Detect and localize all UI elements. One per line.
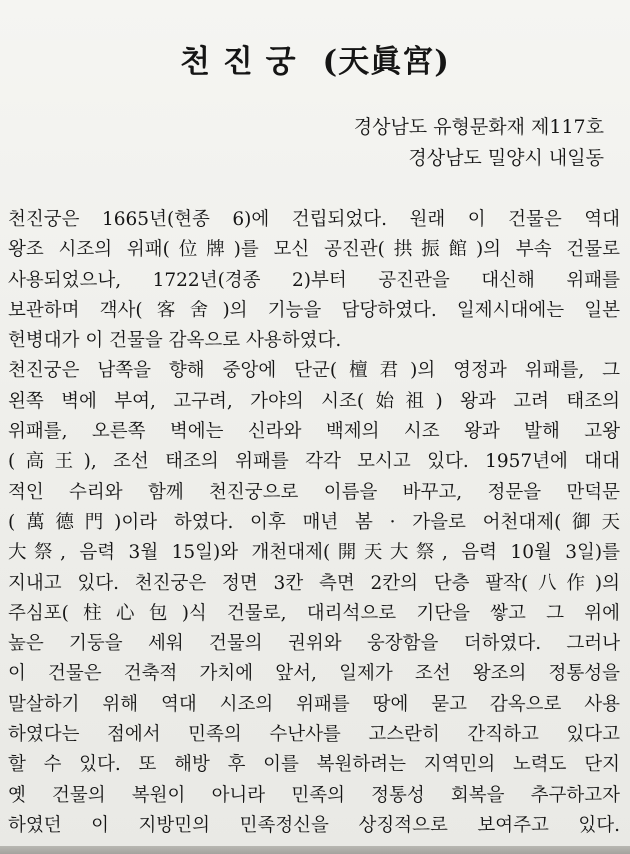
- text-line: 이 건물은 건축적 가치에 앞서, 일제가 조선 왕조의 정통성을: [8, 663, 620, 685]
- text-line: 보관하며 객사(客舍)의 기능을 담당하였다. 일제시대에는 일본: [8, 299, 620, 321]
- text-line: (萬德門)이라 하였다. 이후 매년 봄 · 가을로 어천대제(御天: [8, 511, 620, 533]
- text-line: 할 수 있다. 또 해방 후 이를 복원하려는 지역민의 노력도 단지: [8, 754, 620, 776]
- text-line: 적인 수리와 함께 천진궁으로 이름을 바꾸고, 정문을 만덕문: [8, 481, 620, 503]
- text-line: 천진궁은 남쪽을 향해 중앙에 단군(檀君)의 영정과 위패를, 그: [8, 360, 620, 382]
- title-hanja: (天眞宮): [322, 44, 450, 80]
- text-line: 말살하기 위해 역대 시조의 위패를 땅에 묻고 감옥으로 사용: [8, 693, 620, 715]
- heritage-designation: 경상남도 유형문화재 제117호: [353, 116, 604, 138]
- text-line: 하였다는 점에서 민족의 수난사를 고스란히 간직하고 있다고: [8, 724, 620, 746]
- text-line: 왕조 시조의 위패(位牌)를 모신 공진관(拱振館)의 부속 건물로: [8, 239, 620, 261]
- sign-title: [0, 36, 630, 81]
- text-line: 옛 건물의 복원이 아니라 민족의 정통성 회복을 추구하고자: [8, 784, 620, 806]
- text-line: 사용되었으나, 1722년(경종 2)부터 공진관을 대신해 위패를: [8, 269, 620, 291]
- text-line: 위패를, 오른쪽 벽에는 신라와 백제의 시조 왕과 발해 고왕: [8, 421, 620, 443]
- text-line: 헌병대가 이 건물을 감옥으로 사용하였다.: [8, 330, 342, 352]
- heritage-location: 경상남도 밀양시 내일동: [408, 147, 604, 169]
- text-line: 지내고 있다. 천진궁은 정면 3칸 측면 2칸의 단층 팔작(八作)의: [8, 572, 620, 594]
- paragraph-history: [8, 205, 620, 356]
- text-line: 大祭, 음력 3월 15일)와 개천대제(開天大祭, 음력 10월 3일)를: [8, 542, 620, 564]
- text-line: 높은 기둥을 세워 건물의 권위와 웅장함을 더하였다. 그러나: [8, 633, 620, 655]
- heritage-info: [354, 112, 604, 174]
- text-line: 주심포(柱心包)식 건물로, 대리석으로 기단을 쌓고 그 위에: [8, 602, 620, 624]
- description-text: [8, 205, 620, 841]
- text-line: 왼쪽 벽에 부여, 고구려, 가야의 시조(始祖) 왕과 고려 태조의: [8, 390, 620, 412]
- title-korean: 천 진 궁: [180, 44, 297, 80]
- text-line: 하였던 이 지방민의 민족정신을 상징적으로 보여주고 있다.: [8, 814, 620, 836]
- text-line: 천진궁은 1665년(현종 6)에 건립되었다. 원래 이 건물은 역대: [8, 209, 620, 230]
- text-line: (高王), 조선 태조의 위패를 각각 모시고 있다. 1957년에 대대: [8, 451, 620, 473]
- paragraph-description: [8, 356, 620, 841]
